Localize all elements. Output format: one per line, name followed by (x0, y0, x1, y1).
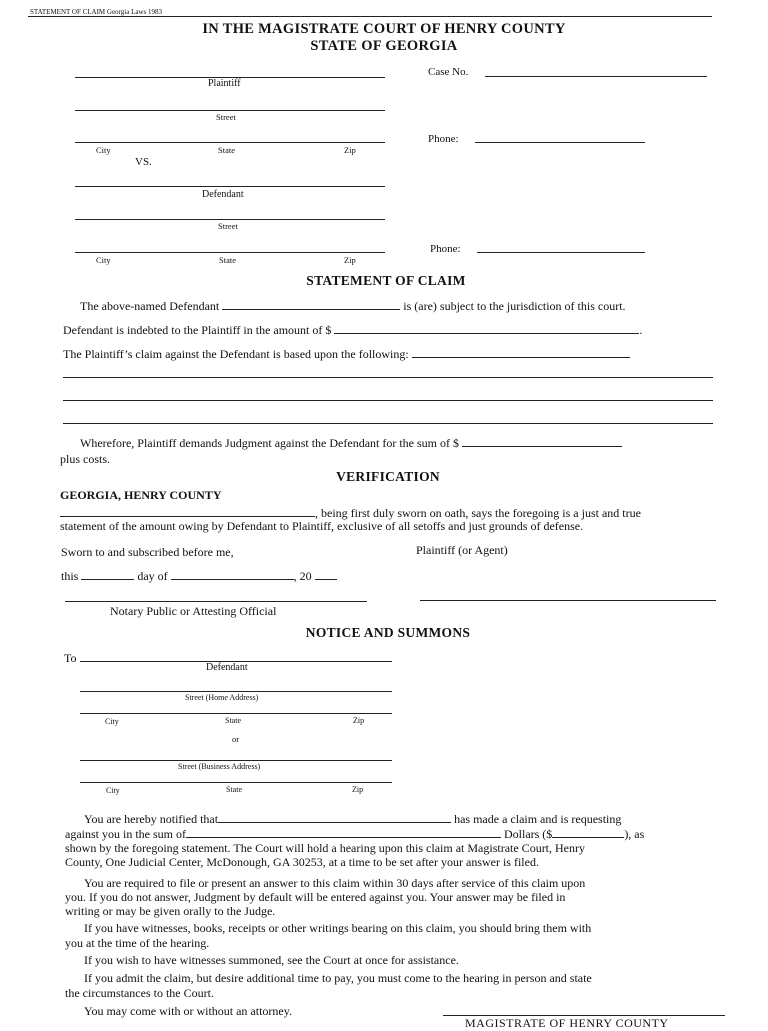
notice-p3-line-1: If you have witnesses, books, receipts or other writings bearing on this claim, you should bring them with (84, 921, 592, 935)
business-street-field[interactable] (80, 760, 392, 761)
year-field[interactable] (315, 568, 337, 580)
notice-p2-line-2: you. If you do not answer, Judgment by default will be entered against you. Your answer may be filed in (65, 890, 566, 904)
affiant-name-field[interactable] (60, 505, 315, 517)
date-line (61, 568, 337, 584)
court-title: IN THE MAGISTRATE COURT OF HENRY COUNTY (202, 21, 566, 37)
claim-line-1 (80, 298, 626, 314)
claim-amount-field[interactable] (334, 322, 639, 334)
venue-label: GEORGIA, HENRY COUNTY (60, 488, 222, 502)
notice-p1-line-4: County, One Judicial Center, McDonough, GA 30253, at a time to be set after your answer is filed. (65, 855, 539, 869)
notary-signature-line[interactable] (65, 601, 367, 602)
notice-p1-line-2 (65, 826, 644, 842)
form-reference: STATEMENT OF CLAIM Georgia Laws 1983 (30, 8, 162, 16)
defendant-name-field[interactable] (222, 298, 400, 310)
day-of-text: day of (137, 569, 168, 583)
notice-p2-line-3: writing or may be given orally to the Judge. (65, 904, 276, 918)
year-text: , 20 (293, 569, 312, 583)
home-city-label: City (105, 717, 119, 726)
notice-p5-line-2: the circumstances to the Court. (65, 986, 214, 1000)
home-street-label: Street (Home Address) (185, 693, 259, 702)
defendant-street-label: Street (218, 221, 238, 231)
plaintiff-street-label: Street (216, 112, 236, 122)
dollars-text: Dollars ($ (503, 827, 553, 841)
requesting-text: has made a claim and is requesting (454, 812, 622, 826)
notice-title: NOTICE AND SUMMONS (305, 625, 471, 640)
home-city-field[interactable] (80, 713, 392, 714)
notice-p1-line-3: shown by the foregoing statement. The Court will hold a hearing upon this claim at Magistrate Court, Henry (65, 841, 586, 855)
claim-basis-field[interactable] (412, 346, 630, 358)
notice-p4: If you wish to have witnesses summoned, see the Court at once for assistance. (84, 953, 459, 967)
notice-p3-line-2: you at the time of the hearing. (65, 936, 210, 950)
sum-words-field[interactable] (186, 826, 501, 838)
defendant-city-label: City (96, 255, 111, 265)
notice-defendant-label: Defendant (206, 662, 248, 673)
claim-amount-period: . (639, 323, 643, 337)
demand-text: Wherefore, Plaintiff demands Judgment against the Defendant for the sum of $ (80, 436, 460, 450)
claim-line-1-text: The above-named Defendant (80, 299, 220, 313)
plaintiff-agent-label: Plaintiff (or Agent) (416, 543, 508, 557)
claimant-name-field[interactable] (218, 811, 451, 823)
demand-amount-field[interactable] (462, 435, 622, 447)
or-label: or (232, 734, 240, 744)
plaintiff-state-label: State (218, 145, 235, 155)
home-state-label: State (225, 716, 241, 725)
claim-amount-text: Defendant is indebted to the Plaintiff in the amount of $ (63, 323, 332, 337)
notice-p2-line-1: You are required to file or present an answer to this claim within 30 days after service of this claim upon (84, 876, 586, 890)
claim-line-3 (63, 346, 630, 362)
notice-p5-line-1: If you admit the claim, but desire additional time to pay, you must come to the hearing in person and state (84, 971, 592, 985)
sworn-text-2: statement of the amount owing by Defendant to Plaintiff, exclusive of all setoffs and just grounds of defense. (60, 519, 584, 533)
plaintiff-signature-line[interactable] (420, 600, 716, 601)
claim-line-2 (63, 322, 642, 338)
business-state-label: State (226, 785, 242, 794)
sum-of-text: against you in the sum of (65, 827, 186, 841)
header-rule (28, 16, 712, 17)
demand-line (80, 435, 622, 451)
plaintiff-zip-label: Zip (344, 145, 356, 155)
state-title: STATE OF GEORGIA (310, 38, 458, 54)
this-text: this (61, 569, 79, 583)
day-field[interactable] (81, 568, 134, 580)
notice-p6: You may come with or without an attorney. (84, 1004, 292, 1018)
claim-basis-line-2[interactable] (63, 377, 713, 378)
business-street-label: Street (Business Address) (178, 762, 261, 771)
defendant-label: Defendant (202, 189, 244, 200)
claim-line-1-tail: is (are) subject to the jurisdiction of this court. (403, 299, 626, 313)
defendant-street-field[interactable] (75, 219, 385, 220)
claim-title: STATEMENT OF CLAIM (306, 273, 466, 288)
plaintiff-phone-field[interactable] (475, 142, 645, 143)
claim-basis-text: The Plaintiff’s claim against the Defendant is based upon the following: (63, 347, 409, 361)
defendant-phone-field[interactable] (477, 252, 645, 253)
home-street-field[interactable] (80, 691, 392, 692)
defendant-zip-label: Zip (344, 255, 356, 265)
month-field[interactable] (171, 568, 294, 580)
plaintiff-street-field[interactable] (75, 110, 385, 111)
home-zip-label: Zip (353, 716, 365, 725)
verification-title: VERIFICATION (336, 469, 440, 484)
business-city-label: City (106, 786, 120, 795)
business-city-field[interactable] (80, 782, 392, 783)
magistrate-label: MAGISTRATE OF HENRY COUNTY (465, 1016, 669, 1030)
claim-basis-line-3[interactable] (63, 400, 713, 401)
to-label: To (64, 651, 77, 665)
plaintiff-phone-label: Phone: (428, 133, 459, 145)
notary-label: Notary Public or Attesting Official (110, 604, 277, 618)
business-zip-label: Zip (352, 785, 364, 794)
defendant-field[interactable] (75, 186, 385, 187)
sum-figures-field[interactable] (552, 826, 624, 838)
sworn-text: , being first duly sworn on oath, says the foregoing is a just and true (315, 506, 641, 520)
plaintiff-city-field[interactable] (75, 142, 385, 143)
case-no-field[interactable] (485, 76, 707, 77)
claim-basis-line-4[interactable] (63, 423, 713, 424)
notice-p1-line-1 (84, 811, 621, 827)
plaintiff-label: Plaintiff (208, 78, 241, 89)
as-text: ), as (624, 827, 645, 841)
versus-label: VS. (135, 156, 152, 168)
defendant-phone-label: Phone: (430, 243, 461, 255)
case-no-label: Case No. (428, 66, 469, 78)
plus-costs: plus costs. (60, 452, 111, 466)
plaintiff-city-label: City (96, 145, 111, 155)
notified-text: You are hereby notified that (84, 812, 219, 826)
subscribed-text: Sworn to and subscribed before me, (61, 545, 234, 559)
defendant-city-field[interactable] (75, 252, 385, 253)
defendant-state-label: State (219, 255, 236, 265)
